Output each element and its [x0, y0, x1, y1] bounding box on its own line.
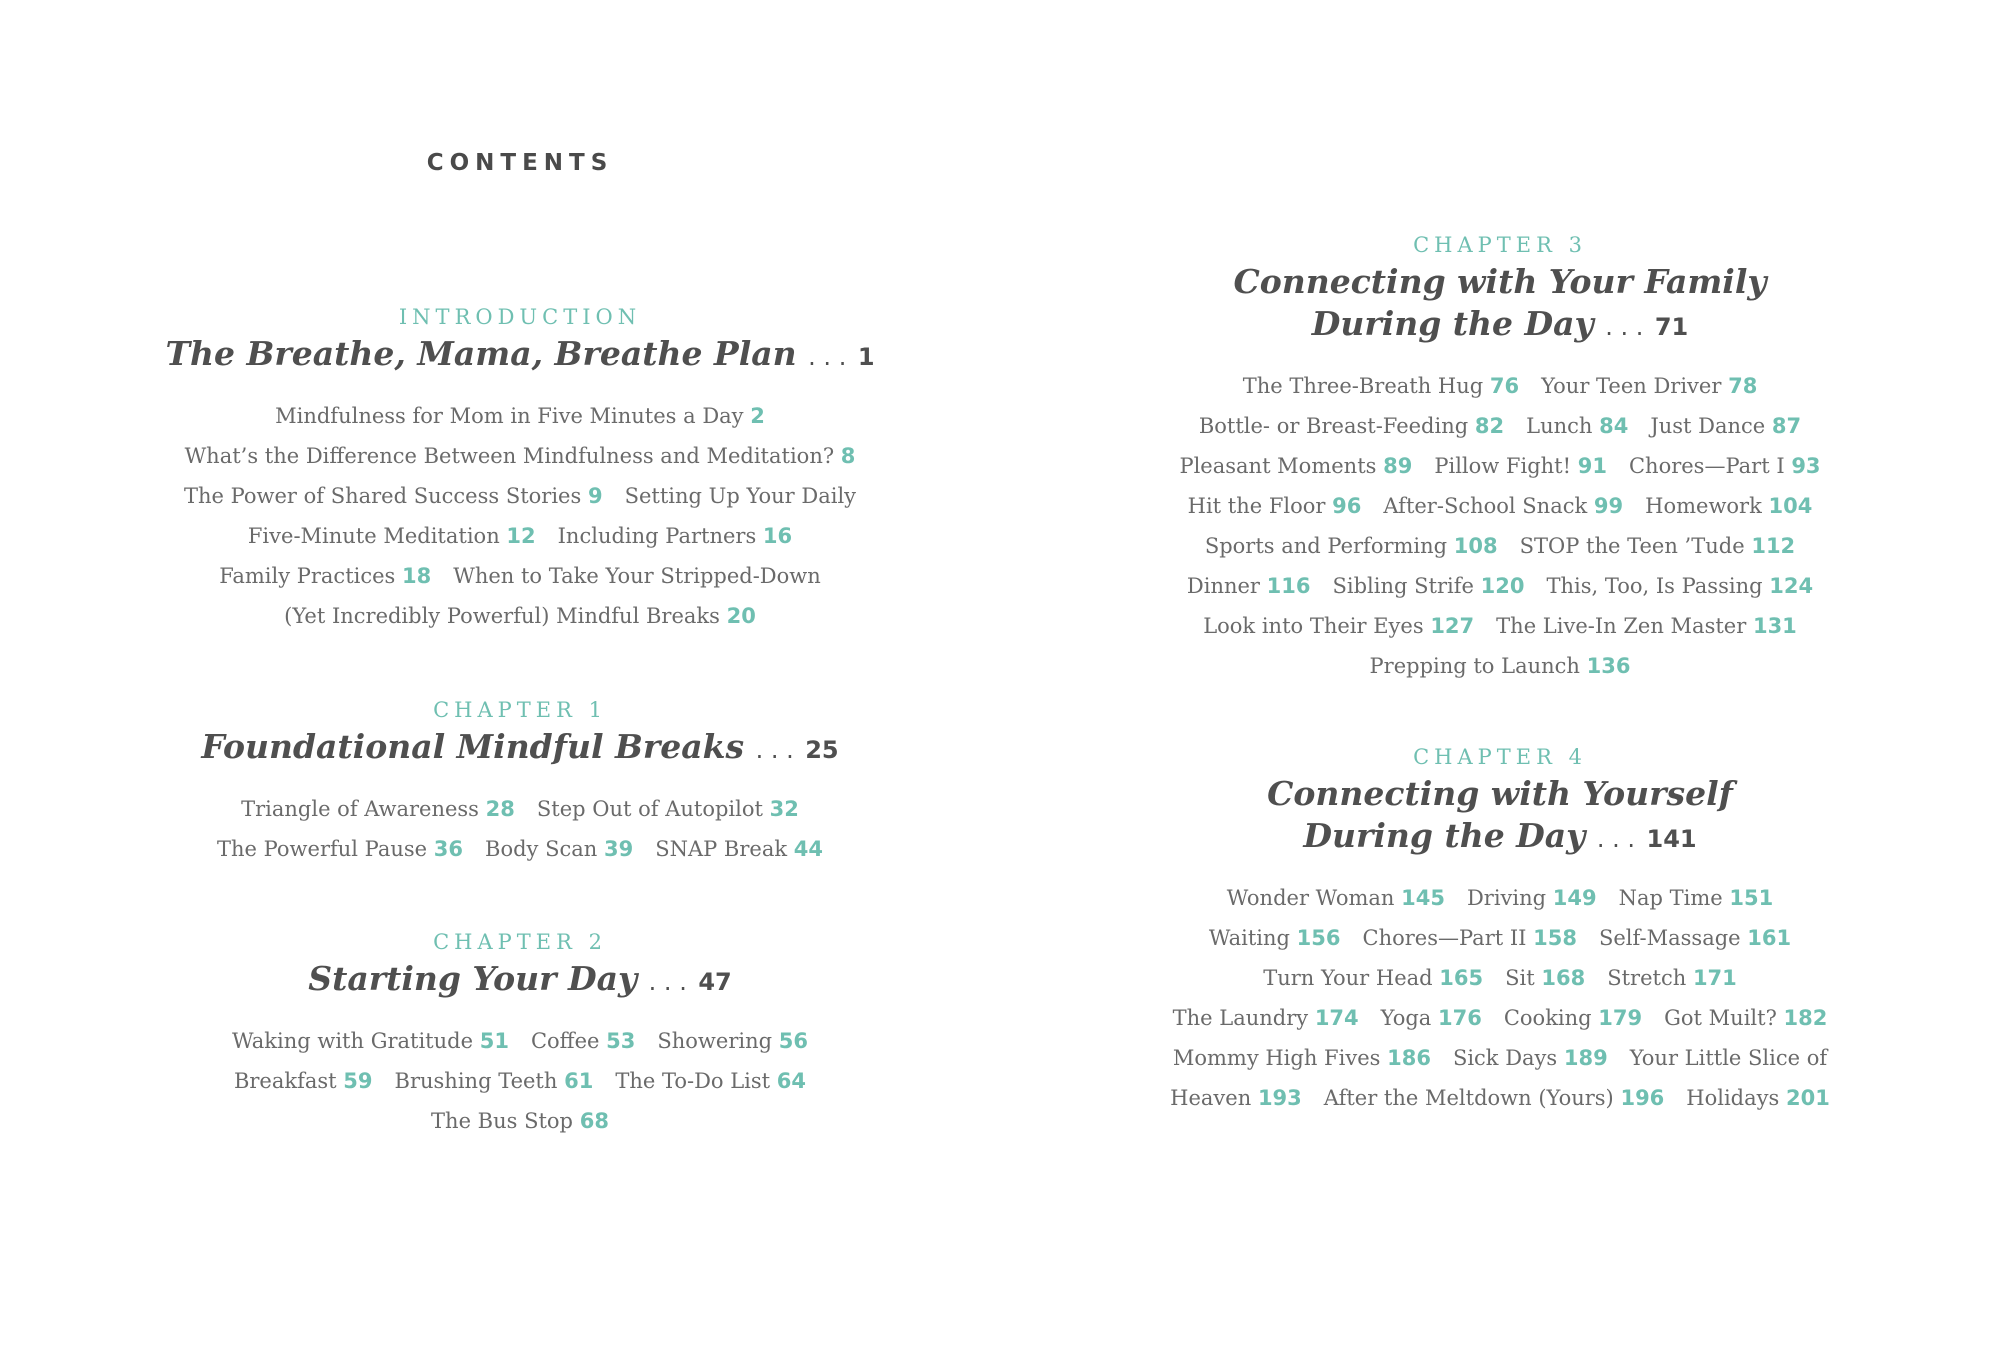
section-page-number: 25: [805, 736, 839, 764]
toc-entry[interactable]: [1381, 1006, 1482, 1030]
toc-entry-page-number: 9: [587, 484, 603, 508]
section-page-number: 71: [1654, 313, 1689, 341]
toc-entry-page-number: 68: [579, 1109, 609, 1133]
toc-entry-title: Five-Minute Meditation: [247, 524, 500, 548]
toc-entry-page-number: 61: [564, 1069, 594, 1093]
toc-entry-page-number: 165: [1439, 966, 1484, 990]
toc-entry-page-number: 82: [1474, 414, 1505, 438]
toc-entry-title: Mindfulness for Mom in Five Minutes a Day: [275, 404, 744, 428]
toc-entry-title: Nap Time: [1618, 886, 1723, 910]
toc-entry-page-number: 20: [726, 604, 756, 628]
toc-entry-title: When to Take Your Stripped-Down: [453, 564, 821, 588]
section-label: INTRODUCTION: [398, 305, 642, 329]
toc-entry-page-number: 64: [776, 1069, 807, 1093]
toc-entry-page-number: 174: [1314, 1006, 1359, 1030]
section-page-number: 47: [698, 968, 732, 996]
toc-entry[interactable]: [1546, 574, 1813, 598]
toc-entry-title: Brushing Teeth: [394, 1069, 558, 1093]
toc-line: [160, 476, 880, 516]
section-label: CHAPTER 3: [1413, 233, 1587, 257]
toc-entry-page-number: 91: [1577, 454, 1607, 478]
toc-entry-page-number: 8: [840, 444, 856, 468]
toc-entry-title: Wonder Woman: [1226, 886, 1395, 910]
toc-entry[interactable]: [1173, 1006, 1359, 1030]
toc-line: [1150, 606, 1850, 646]
toc-entry-title: The Three-Breath Hug: [1242, 374, 1484, 398]
section-title[interactable]: Foundational Mindful Breaks . . . 25: [201, 727, 839, 766]
section-page-number: 141: [1646, 825, 1697, 853]
toc-line: [1150, 1078, 1850, 1118]
toc-entry-title: Heaven: [1170, 1086, 1252, 1110]
section-chapter-1: [160, 696, 880, 869]
toc-entry[interactable]: [1179, 454, 1412, 478]
toc-entry-page-number: 186: [1387, 1046, 1431, 1070]
toc-entry-page-number: 39: [603, 837, 634, 861]
toc-entry-title: Pleasant Moments: [1179, 454, 1377, 478]
toc-entry[interactable]: [1630, 1046, 1827, 1070]
toc-line: [160, 1061, 880, 1101]
toc-entry-title: Waiting: [1208, 926, 1290, 950]
toc-entry-page-number: 189: [1563, 1046, 1608, 1070]
toc-entry-title: Prepping to Launch: [1369, 654, 1580, 678]
toc-entry-title: Sit: [1505, 966, 1535, 990]
toc-entry[interactable]: [657, 1029, 808, 1053]
section-title[interactable]: Starting Your Day . . . 47: [308, 959, 732, 998]
toc-line: [160, 516, 880, 556]
toc-entry-title: Yoga: [1380, 1006, 1432, 1030]
toc-entry-title: Stretch: [1607, 966, 1687, 990]
toc-entry-title: Chores—Part II: [1362, 926, 1527, 950]
toc-entry-page-number: 56: [778, 1029, 808, 1053]
toc-entry[interactable]: [1645, 494, 1812, 518]
toc-entry-title: After-School Snack: [1383, 494, 1588, 518]
toc-entry-title: What’s the Difference Between Mindfulness and Meditation?: [184, 444, 835, 468]
toc-entry[interactable]: [395, 1069, 594, 1093]
toc-entry[interactable]: [615, 1069, 806, 1093]
toc-entry-page-number: 158: [1533, 926, 1577, 950]
toc-line: [1150, 646, 1850, 686]
toc-entry-title: Cooking: [1503, 1006, 1592, 1030]
toc-entry[interactable]: [219, 564, 431, 588]
toc-entry-title: Including Partners: [557, 524, 757, 548]
toc-entry[interactable]: [1650, 414, 1801, 438]
toc-entry[interactable]: [531, 1029, 635, 1053]
toc-entry-title: Homework: [1645, 494, 1762, 518]
toc-entry-page-number: 89: [1383, 454, 1413, 478]
toc-entry-page-number: 78: [1728, 374, 1758, 398]
toc-entry-page-number: 161: [1747, 926, 1792, 950]
toc-line: [1150, 566, 1850, 606]
toc-entry-page-number: 124: [1769, 574, 1814, 598]
toc-entry[interactable]: [431, 1109, 609, 1133]
section-title[interactable]: Connecting with Your Family During the Day . . . 71: [1233, 262, 1767, 343]
toc-entry-title: This, Too, Is Passing: [1546, 574, 1763, 598]
toc-entry[interactable]: [232, 1029, 509, 1053]
toc-entry[interactable]: [1504, 1006, 1642, 1030]
toc-entry-page-number: 131: [1752, 614, 1797, 638]
toc-entry[interactable]: [1526, 414, 1628, 438]
toc-entry-page-number: 182: [1783, 1006, 1828, 1030]
toc-entry[interactable]: [1243, 374, 1519, 398]
toc-entry-title: Pillow Fight!: [1434, 454, 1572, 478]
toc-entry-page-number: 84: [1599, 414, 1629, 438]
toc-entry-title: STOP the Teen ’Tude: [1519, 534, 1745, 558]
contents-heading: CONTENTS: [426, 150, 614, 176]
toc-entry-page-number: 108: [1453, 534, 1498, 558]
toc-entry-title: Showering: [657, 1029, 773, 1053]
toc-entry-title: Got Muilt?: [1664, 1006, 1777, 1030]
toc-entry-title: Setting Up Your Daily: [624, 484, 857, 508]
toc-entry-page-number: 156: [1296, 926, 1341, 950]
toc-entry[interactable]: [1203, 614, 1474, 638]
toc-entry-page-number: 151: [1729, 886, 1774, 910]
toc-entry-title: SNAP Break: [655, 837, 788, 861]
toc-entry[interactable]: [1664, 1006, 1827, 1030]
toc-line: [160, 596, 880, 636]
toc-entry-page-number: 127: [1430, 614, 1475, 638]
toc-entry-page-number: 32: [769, 797, 799, 821]
toc-entry-title: The Bus Stop: [431, 1109, 574, 1133]
toc-entry-title: Breakfast: [233, 1069, 337, 1093]
toc-line: [1150, 366, 1850, 406]
toc-entry[interactable]: [1209, 926, 1341, 950]
toc-entry-title: Triangle of Awareness: [241, 797, 479, 821]
toc-entry-page-number: 179: [1598, 1006, 1643, 1030]
toc-entry-title: The To-Do List: [615, 1069, 771, 1093]
toc-line: [1150, 878, 1850, 918]
toc-entry[interactable]: [1199, 414, 1504, 438]
toc-entry[interactable]: [241, 797, 515, 821]
toc-entry[interactable]: [185, 444, 856, 468]
toc-entry-title: Self-Massage: [1598, 926, 1741, 950]
toc-entry-page-number: 149: [1552, 886, 1597, 910]
toc-entry-page-number: 36: [433, 837, 464, 861]
toc-entry[interactable]: [1686, 1086, 1830, 1110]
toc-entry-title: Your Little Slice of: [1629, 1046, 1828, 1070]
toc-entry[interactable]: [248, 524, 536, 548]
toc-entry-page-number: 201: [1785, 1086, 1830, 1110]
toc-line: [1150, 1038, 1850, 1078]
toc-entry-title: Holidays: [1686, 1086, 1780, 1110]
toc-entry[interactable]: [1434, 454, 1607, 478]
toc-entry[interactable]: [1170, 1086, 1302, 1110]
toc-entry[interactable]: [1453, 1046, 1608, 1070]
toc-line: [1150, 998, 1850, 1038]
toc-entry-page-number: 196: [1620, 1086, 1665, 1110]
toc-entry-title: Coffee: [530, 1029, 600, 1053]
toc-entry-page-number: 112: [1751, 534, 1796, 558]
toc-line: [1150, 918, 1850, 958]
toc-entry-page-number: 87: [1771, 414, 1802, 438]
entry-list: [160, 396, 880, 636]
toc-entry-title: Driving: [1466, 886, 1547, 910]
toc-line: [160, 1021, 880, 1061]
toc-entry-title: Step Out of Autopilot: [536, 797, 763, 821]
toc-entry-title: The Live-In Zen Master: [1496, 614, 1747, 638]
toc-entry[interactable]: [1505, 966, 1585, 990]
toc-entry-page-number: 18: [402, 564, 432, 588]
toc-entry-title: Hit the Floor: [1187, 494, 1326, 518]
toc-entry[interactable]: [284, 604, 756, 628]
toc-entry-page-number: 136: [1586, 654, 1631, 678]
toc-entry[interactable]: [217, 837, 463, 861]
section-page-number: 1: [857, 343, 875, 371]
toc-line: [160, 829, 880, 869]
entry-list: [160, 1021, 880, 1141]
toc-entry[interactable]: [1607, 966, 1737, 990]
toc-entry-page-number: 53: [606, 1029, 636, 1053]
toc-entry[interactable]: [453, 564, 821, 588]
toc-entry-title: Bottle- or Breast-Feeding: [1198, 414, 1469, 438]
toc-entry[interactable]: [1173, 1046, 1431, 1070]
section-title[interactable]: The Breathe, Mama, Breathe Plan . . . 1: [165, 334, 875, 373]
toc-entry-page-number: 44: [793, 837, 824, 861]
toc-entry[interactable]: [1205, 534, 1498, 558]
toc-entry-title: Sick Days: [1452, 1046, 1558, 1070]
section-introduction: [160, 303, 880, 636]
toc-line: [160, 789, 880, 829]
toc-entry[interactable]: [558, 524, 793, 548]
section-chapter-4: [1150, 743, 1850, 1118]
toc-entry-page-number: 168: [1541, 966, 1586, 990]
toc-line: [1150, 406, 1850, 446]
toc-entry-title: Sibling Strife: [1332, 574, 1474, 598]
toc-entry[interactable]: [275, 404, 765, 428]
toc-entry[interactable]: [655, 837, 823, 861]
toc-entry-title: Look into Their Eyes: [1203, 614, 1424, 638]
toc-entry[interactable]: [1188, 494, 1362, 518]
toc-entry-page-number: 116: [1266, 574, 1311, 598]
toc-entry-page-number: 176: [1438, 1006, 1482, 1030]
toc-entry-title: After the Meltdown (Yours): [1323, 1086, 1614, 1110]
toc-entry[interactable]: [1520, 534, 1796, 558]
toc-entry[interactable]: [1467, 886, 1597, 910]
toc-entry-page-number: 51: [479, 1029, 509, 1053]
toc-entry[interactable]: [1263, 966, 1483, 990]
toc-entry-page-number: 59: [343, 1069, 373, 1093]
toc-line: [1150, 446, 1850, 486]
toc-entry[interactable]: [1629, 454, 1821, 478]
toc-entry-page-number: 12: [506, 524, 536, 548]
toc-entry[interactable]: [537, 797, 799, 821]
toc-entry[interactable]: [1370, 654, 1631, 678]
toc-entry[interactable]: [1599, 926, 1791, 950]
toc-entry[interactable]: [1619, 886, 1774, 910]
toc-line: [160, 396, 880, 436]
toc-entry[interactable]: [1187, 574, 1311, 598]
section-label: CHAPTER 2: [433, 930, 607, 954]
section-label: CHAPTER 4: [1413, 745, 1587, 769]
toc-entry[interactable]: [184, 484, 603, 508]
toc-entry-title: Waking with Gratitude: [232, 1029, 474, 1053]
toc-entry-title: Dinner: [1186, 574, 1260, 598]
toc-entry-page-number: 171: [1692, 966, 1737, 990]
toc-entry-page-number: 145: [1401, 886, 1445, 910]
toc-entry-title: Turn Your Head: [1263, 966, 1433, 990]
toc-entry[interactable]: [1333, 574, 1525, 598]
toc-entry-page-number: 193: [1257, 1086, 1302, 1110]
toc-entry[interactable]: [234, 1069, 373, 1093]
toc-entry-title: Chores—Part I: [1628, 454, 1785, 478]
toc-entry-title: Just Dance: [1650, 414, 1766, 438]
toc-entry-page-number: 76: [1489, 374, 1520, 398]
toc-entry[interactable]: [1496, 614, 1797, 638]
toc-entry-title: The Power of Shared Success Stories: [183, 484, 582, 508]
toc-entry-page-number: 93: [1791, 454, 1821, 478]
entry-list: [160, 789, 880, 869]
section-chapter-3: [1150, 231, 1850, 686]
toc-entry-title: (Yet Incredibly Powerful) Mindful Breaks: [284, 604, 720, 628]
section-title[interactable]: Connecting with Yourself During the Day . . . 141: [1267, 774, 1733, 855]
entry-list: [1150, 878, 1850, 1118]
toc-entry-title: Sports and Performing: [1204, 534, 1448, 558]
toc-entry[interactable]: [1363, 926, 1577, 950]
toc-line: [160, 556, 880, 596]
toc-entry-title: Your Teen Driver: [1541, 374, 1722, 398]
toc-entry-page-number: 2: [750, 404, 765, 428]
section-chapter-2: [160, 928, 880, 1141]
toc-entry-title: Body Scan: [485, 837, 598, 861]
toc-line: [1150, 486, 1850, 526]
toc-entry[interactable]: [1324, 1086, 1665, 1110]
toc-entry-title: The Powerful Pause: [216, 837, 428, 861]
toc-entry-page-number: 104: [1768, 494, 1813, 518]
toc-entry-title: Family Practices: [219, 564, 396, 588]
toc-entry-page-number: 16: [762, 524, 793, 548]
toc-entry-page-number: 28: [485, 797, 515, 821]
entry-list: [1150, 366, 1850, 686]
toc-line: [160, 1101, 880, 1141]
section-label: CHAPTER 1: [433, 698, 607, 722]
toc-entry-page-number: 120: [1480, 574, 1525, 598]
toc-line: [1150, 526, 1850, 566]
toc-entry-title: Lunch: [1526, 414, 1593, 438]
toc-entry[interactable]: [1541, 374, 1757, 398]
toc-entry-page-number: 99: [1593, 494, 1624, 518]
toc-line: [1150, 958, 1850, 998]
toc-entry-title: The Laundry: [1172, 1006, 1309, 1030]
toc-entry[interactable]: [485, 837, 633, 861]
toc-entry[interactable]: [625, 484, 856, 508]
toc-entry-page-number: 96: [1332, 494, 1362, 518]
toc-entry[interactable]: [1227, 886, 1445, 910]
toc-entry[interactable]: [1383, 494, 1623, 518]
toc-line: [160, 436, 880, 476]
toc-entry-title: Mommy High Fives: [1172, 1046, 1381, 1070]
